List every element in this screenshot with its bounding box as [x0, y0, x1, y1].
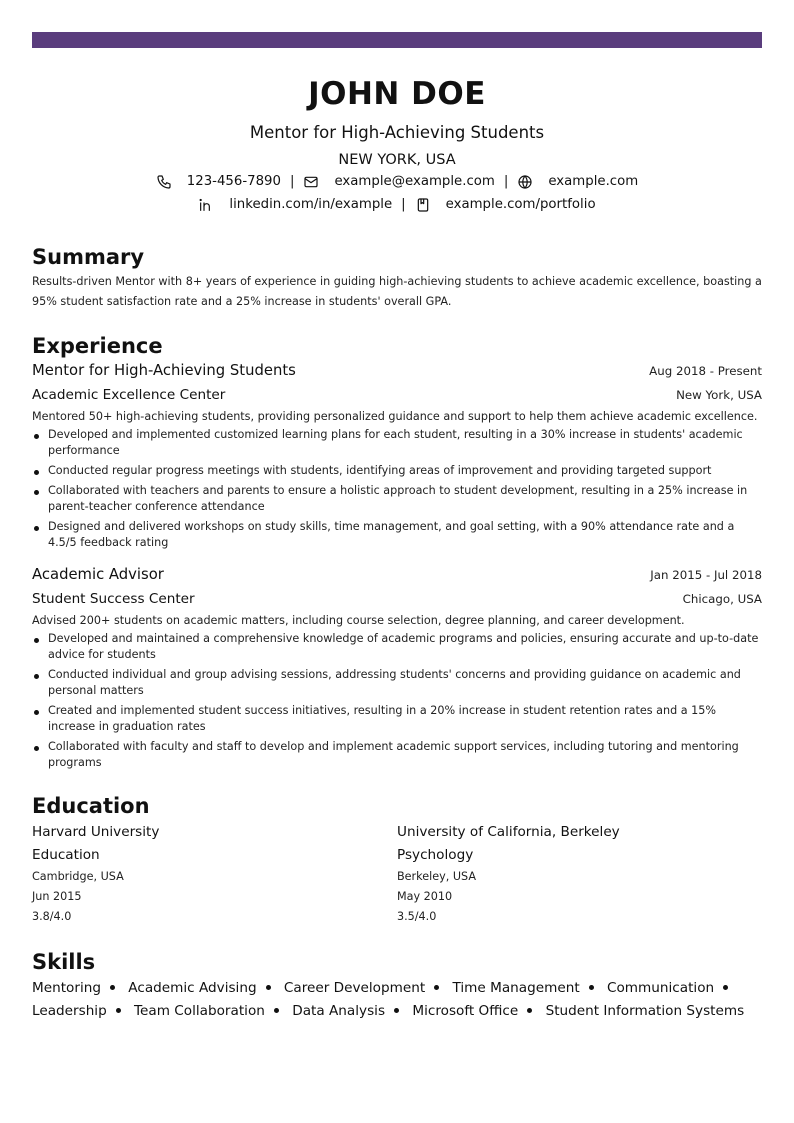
- candidate-name: JOHN DOE: [308, 76, 486, 112]
- job-dates: Aug 2018 - Present: [649, 364, 762, 378]
- contact-line-2: [32, 193, 762, 216]
- skill-item: Data Analysis: [292, 1003, 386, 1019]
- phone-icon: [156, 174, 172, 190]
- website-link[interactable]: example.com: [548, 174, 639, 189]
- skill-item: Academic Advising: [128, 980, 257, 996]
- job-entry: [32, 563, 762, 771]
- skill-item: Career Development: [283, 980, 426, 996]
- resume-header: [32, 76, 762, 216]
- skill-item: Leadership: [32, 1003, 107, 1019]
- summary-heading: Summary: [32, 245, 145, 269]
- linkedin-link[interactable]: linkedin.com/in/example: [229, 197, 393, 212]
- summary-text: Results-driven Mentor with 8+ years of experience in guiding high-achieving students to achieve academic excellence, boasting a 95% student satisfaction rate and a 25% increase in students' overall GPA.: [32, 275, 762, 308]
- skills-heading: Skills: [32, 950, 96, 974]
- bullet-dot: [116, 1008, 121, 1013]
- education-section: [32, 793, 762, 927]
- job-description: Mentored 50+ high-achieving students, providing personalized guidance and support to help them achieve academic excellence.: [32, 410, 758, 423]
- job-location: Chicago, USA: [682, 592, 762, 606]
- contact-line-1: [32, 170, 762, 193]
- summary-section: [32, 244, 762, 312]
- resume-page: [32, 32, 762, 1023]
- bookmark-icon: [415, 197, 431, 213]
- list-item: Designed and delivered workshops on study skills, time management, and goal setting, with a 90% attendance rate and a 4.5/5 feedback rating: [32, 519, 762, 551]
- linkedin-icon: [198, 197, 214, 213]
- skill-item: Mentoring: [32, 980, 101, 996]
- list-item: Conducted individual and group advising sessions, addressing students' concerns and providing guidance on academic and personal matters: [32, 667, 762, 699]
- portfolio-link[interactable]: example.com/portfolio: [445, 197, 596, 212]
- separator: |: [289, 174, 295, 189]
- skills-list: [32, 977, 762, 1023]
- bullet-dot: [266, 985, 271, 990]
- bullet-dot: [274, 1008, 279, 1013]
- edu-degree: Education: [32, 847, 100, 863]
- list-item: Created and implemented student success initiatives, resulting in a 20% increase in student retention rates and a 15% increase in graduation rates: [32, 703, 762, 735]
- job-bullets: [32, 631, 762, 771]
- education-grid: [32, 821, 762, 927]
- candidate-location: NEW YORK, USA: [338, 152, 456, 168]
- list-item: Developed and maintained a comprehensive knowledge of academic programs and policies, ensuring accurate and up-to-date advice for students: [32, 631, 762, 663]
- job-title: Mentor for High-Achieving Students: [32, 362, 296, 379]
- separator: |: [503, 174, 509, 189]
- bullet-dot: [527, 1008, 532, 1013]
- list-item: Collaborated with teachers and parents to ensure a holistic approach to student development, resulting in a 25% increase in parent-teacher conference attendance: [32, 483, 762, 515]
- job-location: New York, USA: [676, 388, 762, 402]
- job-description: Advised 200+ students on academic matters, including course selection, degree planning, and career development.: [32, 614, 685, 627]
- mail-icon: [303, 174, 319, 190]
- skill-item: Time Management: [452, 980, 580, 996]
- skill-item: Microsoft Office: [412, 1003, 519, 1019]
- skills-section: [32, 949, 762, 1023]
- bullet-dot: [110, 985, 115, 990]
- edu-location: Cambridge, USA: [32, 870, 124, 883]
- bullet-dot: [394, 1008, 399, 1013]
- edu-school: Harvard University: [32, 824, 160, 840]
- job-title: Academic Advisor: [32, 566, 164, 583]
- job-company: Academic Excellence Center: [32, 387, 226, 403]
- skill-item: Communication: [606, 980, 715, 996]
- edu-gpa: 3.5/4.0: [397, 910, 437, 923]
- education-entry: [397, 821, 762, 927]
- job-company: Student Success Center: [32, 591, 195, 607]
- list-item: Conducted regular progress meetings with students, identifying areas of improvement and providing targeted support: [32, 463, 762, 479]
- edu-degree: Psychology: [397, 847, 474, 863]
- skill-item: Student Information Systems: [545, 1003, 745, 1019]
- phone-link[interactable]: 123-456-7890: [186, 174, 281, 189]
- education-entry: [32, 821, 397, 927]
- list-item: Collaborated with faculty and staff to develop and implement academic support services, including tutoring and mentoring programs: [32, 739, 762, 771]
- edu-location: Berkeley, USA: [397, 870, 476, 883]
- edu-school: University of California, Berkeley: [397, 824, 620, 840]
- edu-gpa: 3.8/4.0: [32, 910, 72, 923]
- edu-date: May 2010: [397, 890, 453, 903]
- email-link[interactable]: example@example.com: [334, 174, 495, 189]
- bullet-dot: [589, 985, 594, 990]
- job-bullets: [32, 427, 762, 551]
- edu-date: Jun 2015: [32, 890, 82, 903]
- list-item: Developed and implemented customized learning plans for each student, resulting in a 30% increase in students' academic performance: [32, 427, 762, 459]
- bullet-dot: [434, 985, 439, 990]
- experience-heading: Experience: [32, 334, 163, 358]
- bullet-dot: [723, 985, 728, 990]
- accent-bar: [32, 32, 762, 48]
- globe-icon: [517, 174, 533, 190]
- job-entry: [32, 359, 762, 551]
- skill-item: Team Collaboration: [134, 1003, 265, 1019]
- separator: |: [401, 197, 406, 212]
- experience-section: [32, 333, 762, 771]
- job-dates: Jan 2015 - Jul 2018: [650, 568, 762, 582]
- candidate-title: Mentor for High-Achieving Students: [249, 123, 545, 142]
- education-heading: Education: [32, 794, 150, 818]
